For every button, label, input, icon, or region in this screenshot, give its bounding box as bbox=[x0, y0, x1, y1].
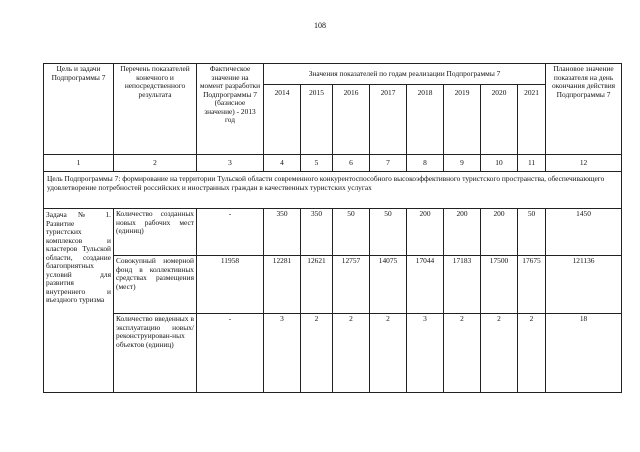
header-year: 2018 bbox=[407, 85, 444, 155]
column-index: 3 bbox=[197, 155, 264, 172]
column-index: 5 bbox=[301, 155, 333, 172]
goal-text: Цель Подпрограммы 7: формирование на территории Тульской области современного конкурентоспособного высокоэффективного туристского пространства, обеспечивающего удовлетворение потребностей российских и иностранных граждан в качественных туристских услугах bbox=[44, 172, 622, 209]
header-year: 2020 bbox=[481, 85, 518, 155]
page-number: 108 bbox=[314, 21, 326, 30]
year-value: 3 bbox=[407, 314, 444, 393]
base-value: 11958 bbox=[197, 256, 264, 314]
goal-row bbox=[44, 172, 622, 209]
column-index: 2 bbox=[114, 155, 197, 172]
column-index: 8 bbox=[407, 155, 444, 172]
year-value: 17500 bbox=[481, 256, 518, 314]
header-year: 2017 bbox=[370, 85, 407, 155]
column-index: 6 bbox=[333, 155, 370, 172]
header-base-value: Фактическое значение на момент разработки Подпрограммы 7 (базисное значение) - 2013 год bbox=[197, 64, 264, 155]
year-value: 50 bbox=[370, 209, 407, 256]
column-index: 4 bbox=[264, 155, 301, 172]
year-value: 2 bbox=[301, 314, 333, 393]
header-year: 2016 bbox=[333, 85, 370, 155]
header-year: 2014 bbox=[264, 85, 301, 155]
column-index: 12 bbox=[546, 155, 622, 172]
year-value: 200 bbox=[407, 209, 444, 256]
year-value: 350 bbox=[264, 209, 301, 256]
year-value: 50 bbox=[333, 209, 370, 256]
header-year: 2021 bbox=[518, 85, 546, 155]
indicator-name: Количество созданных новых рабочих мест (единиц) bbox=[114, 209, 197, 256]
column-index: 7 bbox=[370, 155, 407, 172]
plan-value: 121136 bbox=[546, 256, 622, 314]
year-value: 2 bbox=[518, 314, 546, 393]
indicator-name: Количество введенных в эксплуатацию новых/ реконструирован-ных объектов (единиц) bbox=[114, 314, 197, 393]
header-years-group: Значения показателей по годам реализации Подпрограммы 7 bbox=[264, 64, 546, 85]
header-plan-value: Плановое значение показателя на день окончания действия Подпрограммы 7 bbox=[546, 64, 622, 155]
header-year: 2015 bbox=[301, 85, 333, 155]
year-value: 2 bbox=[370, 314, 407, 393]
header-row-1 bbox=[44, 64, 622, 85]
column-index-row bbox=[44, 155, 622, 172]
year-value: 17044 bbox=[407, 256, 444, 314]
indicator-name: Совокупный номерной фонд в коллективных средствах размещения (мест) bbox=[114, 256, 197, 314]
header-year: 2019 bbox=[444, 85, 481, 155]
task-text: Задача № 1. Развитие туристских комплексов и кластеров Тульской области, создание благоприятных условий для развития внутреннего и въездного туризма bbox=[44, 209, 114, 393]
table-row bbox=[44, 209, 622, 256]
year-value: 50 bbox=[518, 209, 546, 256]
year-value: 17183 bbox=[444, 256, 481, 314]
year-value: 14075 bbox=[370, 256, 407, 314]
year-value: 350 bbox=[301, 209, 333, 256]
year-value: 12621 bbox=[301, 256, 333, 314]
column-index: 11 bbox=[518, 155, 546, 172]
year-value: 2 bbox=[333, 314, 370, 393]
indicators-table bbox=[43, 63, 622, 393]
year-value: 12757 bbox=[333, 256, 370, 314]
column-index: 1 bbox=[44, 155, 114, 172]
year-value: 200 bbox=[481, 209, 518, 256]
year-value: 2 bbox=[481, 314, 518, 393]
year-value: 2 bbox=[444, 314, 481, 393]
year-value: 3 bbox=[264, 314, 301, 393]
table-row bbox=[44, 256, 622, 314]
header-goal-tasks: Цель и задачи Подпрограммы 7 bbox=[44, 64, 114, 155]
plan-value: 1450 bbox=[546, 209, 622, 256]
year-value: 17675 bbox=[518, 256, 546, 314]
base-value: - bbox=[197, 209, 264, 256]
plan-value: 18 bbox=[546, 314, 622, 393]
year-value: 12281 bbox=[264, 256, 301, 314]
base-value: - bbox=[197, 314, 264, 393]
column-index: 9 bbox=[444, 155, 481, 172]
year-value: 200 bbox=[444, 209, 481, 256]
column-index: 10 bbox=[481, 155, 518, 172]
table-row bbox=[44, 314, 622, 393]
header-indicators-list: Перечень показателей конечного и непосредственного результата bbox=[114, 64, 197, 155]
